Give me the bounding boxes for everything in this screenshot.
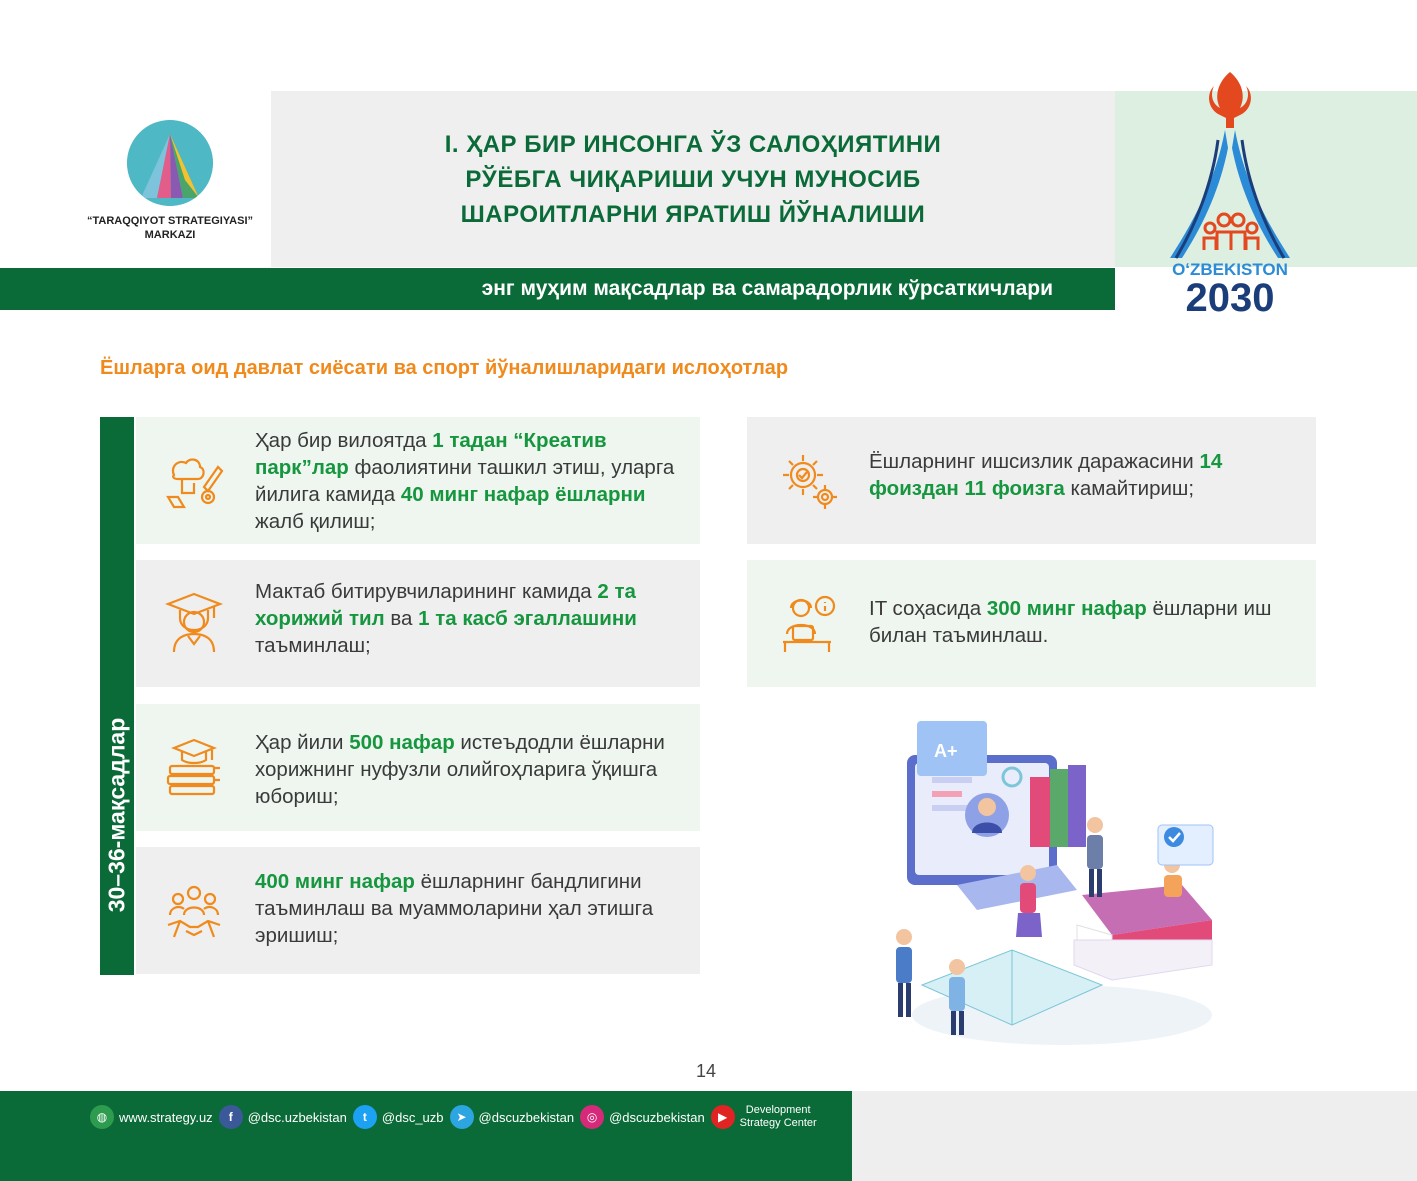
org-logo [80, 120, 260, 242]
gears-icon [779, 451, 839, 516]
footer-link-telegram[interactable] [450, 1105, 575, 1129]
title-line-3: ШАРОИТЛАРНИ ЯРАТИШ ЙЎНАЛИШИ [460, 200, 926, 228]
footer-link-text: @dscuzbekistan [609, 1109, 705, 1125]
globe-icon: ◍ [90, 1105, 114, 1129]
footer-link-text: @dsc.uzbekistan [247, 1109, 347, 1125]
highlight-text: 40 минг нафар ёшларни [400, 483, 646, 506]
goal-card-3-text [255, 729, 695, 810]
text-part: ва [384, 607, 419, 630]
org-logo-line1: “TARAQQIYOT STRATEGIYASI” [86, 215, 254, 227]
dev-line2: Strategy Center [739, 1117, 817, 1129]
text-part: IT соҳасида [869, 597, 987, 620]
highlight-text: 14 фоиздан 11 фоизга [869, 450, 1223, 500]
dev-line1: Development [745, 1104, 811, 1116]
telegram-icon: ➤ [450, 1105, 474, 1129]
goal-card-6 [747, 560, 1316, 687]
footer-link-text: @dsc_uzb [381, 1109, 444, 1125]
goal-card-1 [136, 417, 700, 544]
grade-badge: A+ [934, 741, 958, 761]
graduate-icon [164, 590, 224, 659]
goals-label: 30–36-мақсадлар [103, 717, 130, 913]
it-worker-icon [779, 594, 839, 659]
books-cap-icon [164, 736, 224, 801]
footer-link-instagram[interactable] [580, 1105, 705, 1129]
footer-link-text: @dscuzbekistan [478, 1109, 575, 1125]
footer-dev-label [740, 1104, 817, 1130]
footer-link-twitter[interactable] [353, 1105, 444, 1129]
creative-park-icon [164, 453, 224, 518]
text-part: ёшларни иш билан таъминлаш. [869, 597, 1272, 647]
org-logo-line2: MARKAZI [144, 229, 196, 241]
education-illustration [862, 715, 1234, 1060]
handshake-people-icon [164, 881, 224, 946]
subtitle-bar [0, 268, 1115, 310]
goal-card-6-text [869, 595, 1309, 649]
subtitle-text: энг муҳим мақсадлар ва самарадорлик кўрсаткичлари [481, 277, 1053, 300]
title-box [271, 91, 1115, 267]
text-part: истеъдодли ёшларни хорижнинг нуфузли олийгоҳларига ўқишга юбориш; [255, 731, 665, 808]
twitter-icon: t [353, 1105, 377, 1129]
org-logo-emblem [127, 120, 213, 206]
footer-link-website[interactable] [90, 1105, 213, 1129]
text-part: фаолиятини ташкил этиш, уларга йилига камида [255, 456, 675, 506]
goal-card-5 [747, 417, 1316, 544]
footer-social-links [90, 1100, 817, 1134]
title-line-2: РЎЁБГА ЧИҚАРИШИ УЧУН МУНОСИБ [465, 165, 921, 193]
highlight-text: 1 тадан “Креатив парк”лар [255, 429, 607, 479]
youtube-icon: ▶ [711, 1105, 735, 1129]
uzbekistan-2030-logo [1160, 68, 1300, 318]
highlight-text: 300 минг нафар [986, 597, 1147, 620]
highlight-text: 400 минг нафар [255, 870, 415, 893]
goal-card-1-text [255, 427, 695, 535]
goal-card-4 [136, 847, 700, 974]
goal-card-5-text [869, 448, 1309, 502]
goal-card-2 [136, 560, 700, 687]
highlight-text: 2 та хорижий тил [255, 580, 636, 630]
text-part: таъминлаш; [255, 634, 371, 657]
section-heading: Ёшларга оид давлат сиёсати ва спорт йўналишларидаги ислоҳотлар [100, 357, 789, 379]
page-title [445, 127, 942, 232]
text-part: жалб қилиш; [255, 510, 376, 533]
text-part: ёшларнинг бандлигини таъминлаш ва муаммоларини ҳал этишга эришиш; [255, 870, 654, 947]
goal-card-3 [136, 704, 700, 831]
facebook-icon: f [219, 1105, 243, 1129]
highlight-text: 500 нафар [349, 731, 455, 754]
highlight-text: 1 та касб эгаллашини [418, 607, 637, 630]
goal-card-2-text [255, 578, 695, 659]
brand-logo-line2: 2030 [1185, 276, 1275, 318]
footer-link-facebook[interactable] [219, 1105, 347, 1129]
instagram-icon: ◎ [580, 1105, 604, 1129]
text-part: Ёшларнинг ишсизлик даражасини [869, 450, 1200, 473]
page-number: 14 [696, 1061, 717, 1081]
text-part: Мактаб битирувчиларининг камида [255, 580, 598, 603]
footer-link-text: www.strategy.uz [119, 1109, 213, 1125]
text-part: Ҳар йили [255, 731, 350, 754]
org-logo-text [80, 214, 260, 242]
brand-logo-line1: OʻZBEKISTON [1172, 260, 1288, 279]
footer-gray-panel [852, 1091, 1417, 1181]
footer-link-youtube[interactable] [711, 1104, 817, 1130]
title-line-1: I. ҲАР БИР ИНСОНГА ЎЗ САЛОҲИЯТИНИ [444, 130, 942, 158]
text-part: Ҳар бир вилоятда [255, 429, 433, 452]
text-part: камайтириш; [1064, 477, 1195, 500]
goal-card-4-text [255, 868, 695, 949]
